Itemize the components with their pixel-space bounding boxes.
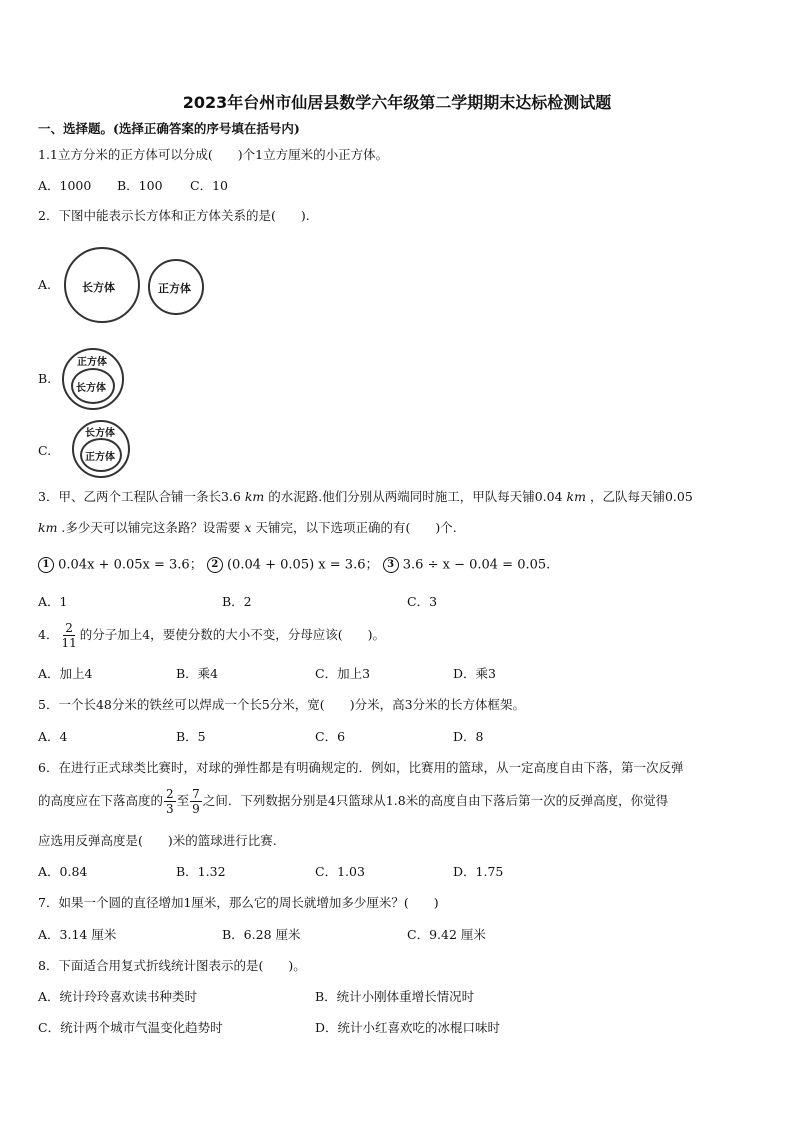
- q4-option-d: D．乘3: [453, 666, 496, 681]
- outer-label: 长方体: [85, 428, 115, 439]
- q4-option-a: A．加上4: [38, 666, 93, 681]
- q3-text-e: 天铺完，以下选项正确的有( )个.: [255, 520, 457, 535]
- q8-option-a: A．统计玲玲喜欢读书种类时: [38, 989, 198, 1004]
- separator: ；: [189, 557, 203, 573]
- q2-option-c-diagram: [72, 420, 130, 478]
- unit-km: km: [244, 489, 265, 504]
- question-3-line-2: [38, 520, 457, 536]
- denominator: 11: [61, 636, 77, 650]
- q2-option-c-label: C.: [38, 443, 52, 458]
- question-6-line-2: [38, 786, 668, 816]
- enum-1: 1: [38, 557, 54, 573]
- q8-option-d: D．统计小红喜欢吃的冰棍口味时: [315, 1020, 501, 1035]
- page-title: 2023年台州市仙居县数学六年级第二学期期末达标检测试题: [182, 93, 612, 112]
- question-8-stem: 8．下面适合用复式折线统计图表示的是( )。: [38, 958, 306, 973]
- outer-label: 正方体: [77, 357, 107, 368]
- cuboid-label: 长方体: [82, 281, 115, 294]
- q4-option-c: C．加上3: [315, 666, 371, 681]
- section-heading: 一、选择题。(选择正确答案的序号填在括号内): [38, 121, 300, 136]
- q3-text-c: ，乙队每天铺0.05: [589, 489, 693, 504]
- q1-option-a: A．1000: [38, 178, 92, 193]
- fraction-2-11: [59, 621, 78, 650]
- question-4-stem: [38, 620, 385, 650]
- q6-option-c: C．1.03: [315, 864, 365, 879]
- q5-option-d: D．8: [453, 729, 484, 744]
- enum-2: 2: [207, 557, 223, 573]
- q2-option-b-label: B.: [38, 371, 52, 386]
- separator: ；: [365, 557, 379, 573]
- q1-option-c: C．10: [190, 178, 228, 193]
- q6-text-a: 的高度应在下落高度的: [38, 793, 164, 808]
- q7-option-a: A．3.14 厘米: [38, 927, 117, 942]
- numerator: 2: [166, 787, 174, 801]
- q2-option-b-diagram: [62, 348, 124, 410]
- q5-option-b: B．5: [176, 729, 206, 744]
- numerator: 2: [65, 621, 73, 635]
- q6-text-b: 之间．下列数据分别是4只篮球从1.8米的高度自由下落后第一次的反弹高度，你觉得: [202, 793, 669, 808]
- numerator: 7: [192, 787, 200, 801]
- inner-label: 正方体: [85, 452, 115, 463]
- inner-label: 长方体: [76, 383, 106, 394]
- period: .: [546, 557, 551, 573]
- equation-1: 0.04x + 0.05x = 3.6: [58, 557, 190, 573]
- question-1-stem: 1.1立方分米的正方体可以分成( )个1立方厘米的小正方体。: [38, 147, 389, 162]
- enum-3: 3: [383, 557, 399, 573]
- q7-option-b: B．6.28 厘米: [222, 927, 301, 942]
- fraction-7-9: [190, 787, 202, 816]
- variable-x: x: [244, 520, 252, 535]
- denominator: 3: [166, 802, 174, 816]
- q2-option-a-label: A.: [38, 277, 52, 292]
- q6-option-d: D．1.75: [453, 864, 504, 879]
- q6-option-b: B．1.32: [176, 864, 226, 879]
- q4-option-b: B．乘4: [176, 666, 219, 681]
- question-6-line-3: 应选用反弹高度是( )米的篮球进行比赛.: [38, 833, 277, 848]
- q3-text-a: 3．甲、乙两个工程队合铺一条长3.6: [38, 489, 241, 504]
- q4-text: 的分子加上4，要使分数的大小不变，分母应该( )。: [79, 627, 385, 642]
- q6-to: 至: [176, 793, 190, 808]
- q8-option-b: B．统计小刚体重增长情况时: [315, 989, 475, 1004]
- fraction-2-3: [164, 787, 176, 816]
- q1-option-b: B．100: [117, 178, 163, 193]
- q8-option-c: C．统计两个城市气温变化趋势时: [38, 1020, 223, 1035]
- equation-2: (0.04 + 0.05) x = 3.6: [226, 557, 366, 573]
- q3-text-b: 的水泥路.他们分别从两端同时施工，甲队每天铺0.04: [268, 489, 563, 504]
- q5-option-c: C．6: [315, 729, 346, 744]
- cube-label: 正方体: [158, 282, 191, 295]
- question-7-stem: 7．如果一个圆的直径增加1厘米，那么它的周长就增加多少厘米？( ): [38, 895, 439, 910]
- q2-option-a-diagram: [64, 243, 210, 327]
- question-3-line-1: [38, 489, 693, 505]
- q7-option-c: C．9.42 厘米: [407, 927, 486, 942]
- q3-text-d: .多少天可以铺完这条路？设需要: [61, 520, 241, 535]
- question-2-stem: 2．下图中能表示长方体和正方体关系的是( ).: [38, 208, 310, 223]
- question-5-stem: 5．一个长48分米的铁丝可以焊成一个长5分米，宽( )分米，高3分米的长方体框架。: [38, 697, 526, 712]
- q3-option-c: C．3: [407, 594, 438, 609]
- q3-option-b: B．2: [222, 594, 252, 609]
- equation-3: 3.6 ÷ x − 0.04 = 0.05: [402, 557, 547, 573]
- q4-number: 4．: [38, 627, 59, 642]
- denominator: 9: [192, 802, 200, 816]
- q3-option-a: A．1: [38, 594, 68, 609]
- question-6-line-1: 6．在进行正式球类比赛时，对球的弹性都是有明确规定的．例如，比赛用的篮球，从一定高度自由下落，第一次反弹: [38, 760, 684, 775]
- q5-option-a: A．4: [38, 729, 68, 744]
- unit-km: km: [38, 520, 58, 535]
- unit-km: km: [566, 489, 586, 504]
- q6-option-a: A．0.84: [38, 864, 88, 879]
- q3-equations: [38, 557, 550, 574]
